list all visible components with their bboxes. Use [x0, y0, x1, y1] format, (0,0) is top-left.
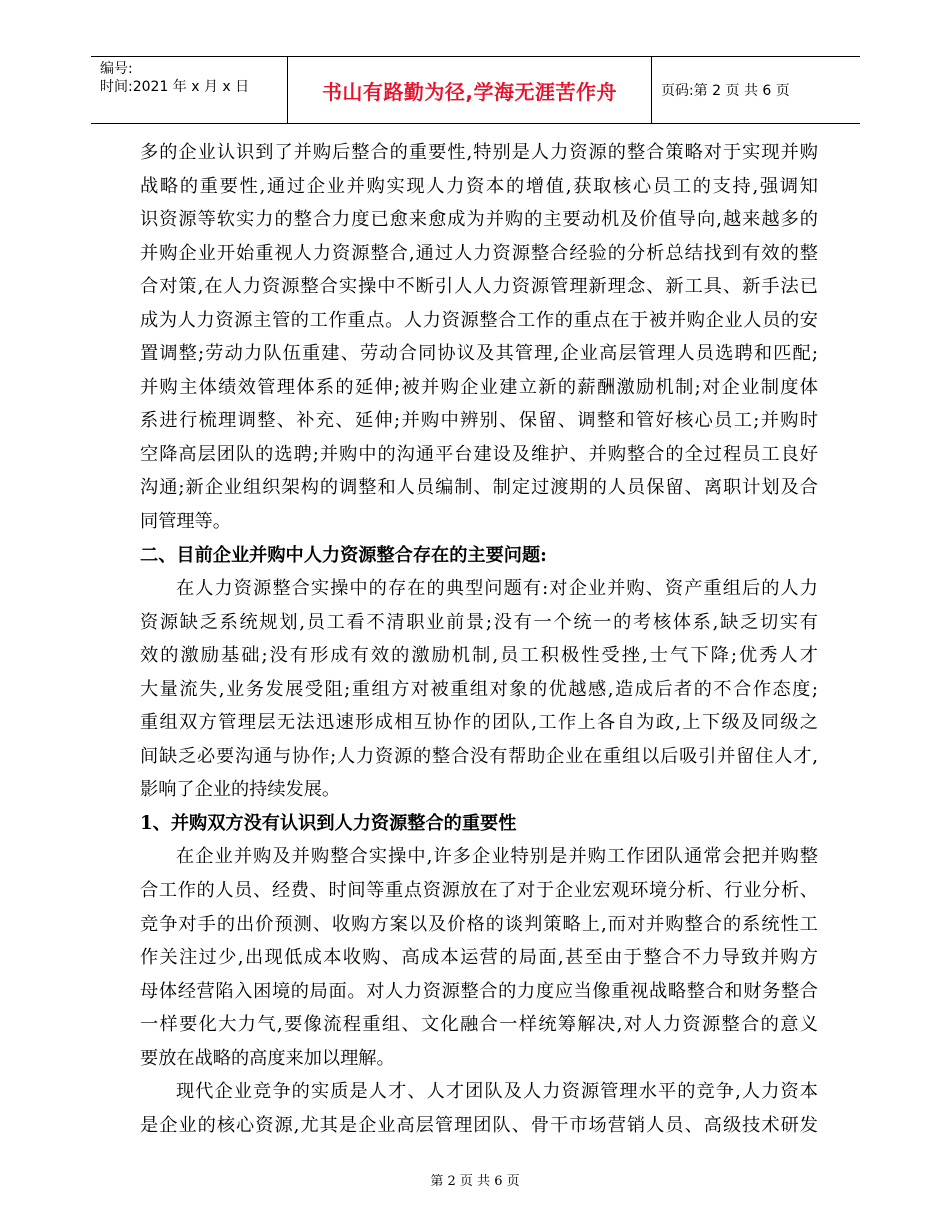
text-line: 是企业的核心资源,尤其是企业高层管理团队、骨干市场营销人员、高级技术研发 — [140, 1114, 818, 1136]
text-line: 效的激励基础;没有形成有效的激励机制,员工积极性受挫,士气下降;优秀人才 — [140, 645, 818, 667]
text-line: 同管理等。 — [140, 511, 231, 533]
text-line: 合工作的人员、经费、时间等重点资源放在了对于企业宏观环境分析、行业分析、 — [140, 880, 818, 902]
text-line: 竞争对手的出价预测、收购方案以及价格的谈判策略上,而对并购整合的系统性工 — [140, 913, 818, 935]
text-line: 在企业并购及并购整合实操中,许多企业特别是并购工作团队通常会把并购整 — [176, 846, 818, 868]
header-page-info: 页码:第 2 页 共 6 页 — [661, 83, 790, 99]
text-line: 重组双方管理层无法迅速形成相互协作的团队,工作上各自为政,上下级及同级之 — [140, 712, 818, 734]
header-id-time — [91, 57, 288, 123]
text-line: 置调整;劳动力队伍重建、劳动合同协议及其管理,企业高层管理人员选聘和匹配; — [140, 343, 818, 365]
text-line: 资源缺乏系统规划,员工看不清职业前景;没有一个统一的考核体系,缺乏切实有 — [140, 611, 818, 633]
text-line: 作关注过少,出现低成本收购、高成本运营的局面,甚至由于整合不力导致并购方 — [140, 947, 818, 969]
text-line: 识资源等软实力的整合力度已愈来愈成为并购的主要动机及价值导向,越来越多的 — [140, 209, 818, 231]
text-line: 母体经营陷入困境的局面。对人力资源整合的力度应当像重视战略整合和财务整合 — [140, 980, 818, 1002]
text-line: 并购企业开始重视人力资源整合,通过人力资源整合经验的分析总结找到有效的整 — [140, 242, 818, 264]
header-number-label: 编号: — [100, 61, 133, 77]
text-line: 成为人力资源主管的工作重点。人力资源整合工作的重点在于被并购企业人员的安 — [140, 309, 818, 331]
subsection-heading: 1、并购双方没有认识到人力资源整合的重要性 — [140, 812, 517, 834]
text-line: 影响了企业的持续发展。 — [140, 779, 341, 801]
page-header — [91, 56, 860, 124]
header-motto-cell — [288, 57, 652, 123]
text-line: 一样要化大力气,要像流程重组、文化融合一样统筹解决,对人力资源整合的意义 — [140, 1014, 818, 1036]
text-line: 大量流失,业务发展受阻;重组方对被重组对象的优越感,造成后者的不合作态度; — [140, 678, 818, 700]
text-line: 要放在战略的高度来加以理解。 — [140, 1047, 395, 1069]
text-line: 沟通;新企业组织架构的调整和人员编制、制定过渡期的人员保留、离职计划及合 — [140, 477, 818, 499]
text-line: 战略的重要性,通过企业并购实现人力资本的增值,获取核心员工的支持,强调知 — [140, 175, 818, 197]
text-line: 多的企业认识到了并购后整合的重要性,特别是人力资源的整合策略对于实现并购 — [140, 142, 818, 163]
section-heading: 二、目前企业并购中人力资源整合存在的主要问题: — [140, 544, 547, 566]
text-line: 合对策,在人力资源整合实操中不断引人人力资源管理新理念、新工具、新手法已 — [140, 276, 818, 298]
header-motto: 书山有路勤为径,学海无涯苦作舟 — [321, 79, 618, 104]
text-line: 空降高层团队的选聘;并购中的沟通平台建设及维护、并购整合的全过程员工良好 — [140, 443, 818, 465]
text-line: 现代企业竞争的实质是人才、人才团队及人力资源管理水平的竞争,人力资本 — [176, 1081, 818, 1103]
page-footer: 第 2 页 共 6 页 — [430, 1174, 520, 1189]
text-line: 在人力资源整合实操中的存在的典型问题有:对企业并购、资产重组后的人力 — [176, 578, 818, 600]
text-line: 间缺乏必要沟通与协作;人力资源的整合没有帮助企业在重组以后吸引并留住人才, — [140, 745, 818, 767]
text-line: 系进行梳理调整、补充、延伸;并购中辨别、保留、调整和管好核心员工;并购时 — [140, 410, 818, 432]
header-time: 时间:2021 年 x 月 x 日 — [100, 79, 250, 95]
document-body — [140, 136, 818, 1142]
text-line: 并购主体绩效管理体系的延伸;被并购企业建立新的薪酬激励机制;对企业制度体 — [140, 376, 818, 398]
